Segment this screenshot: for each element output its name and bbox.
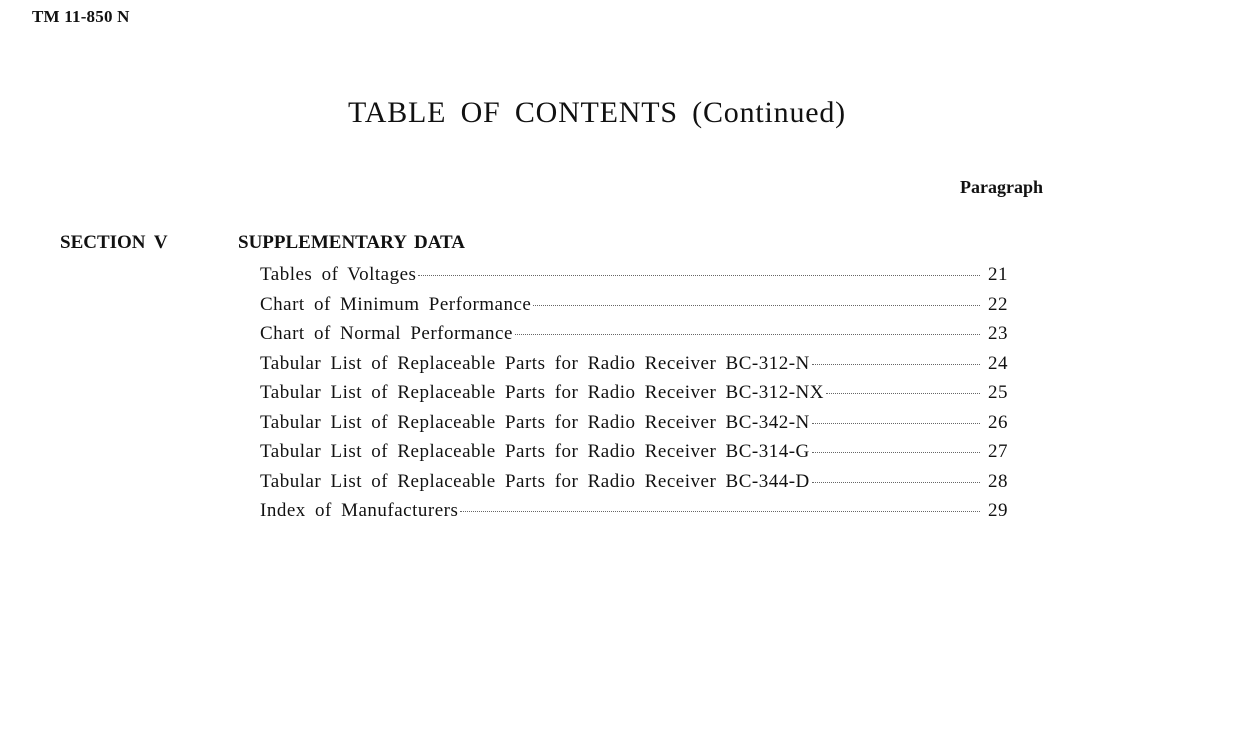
toc-entry-parts-bc-344-d[interactable] [260, 471, 1020, 501]
toc-entry-parts-bc-312-nx[interactable] [260, 382, 1020, 412]
dot-leader [812, 423, 980, 424]
toc-entry-title: Chart of Minimum Performance [260, 293, 532, 315]
dot-leader [460, 511, 980, 512]
toc-entry-paragraph: 25 [988, 382, 1008, 403]
toc-entry-paragraph: 27 [988, 441, 1008, 462]
dot-leader [515, 334, 980, 335]
toc-entry-paragraph: 24 [988, 352, 1008, 374]
toc-entry-paragraph: 22 [988, 293, 1008, 315]
toc-entry-title: Tabular List of Replaceable Parts for Radio Receiver BC-344-D [260, 470, 810, 492]
toc-entry-chart-of-minimum-performance[interactable] [260, 294, 1020, 324]
toc-entry-title: Tabular List of Replaceable Parts for Radio Receiver BC-312-N [260, 352, 810, 374]
toc-entry-tables-of-voltages[interactable] [260, 264, 1020, 294]
toc-entry-title: Tables of Voltages [260, 264, 417, 285]
toc-entry-paragraph: 26 [988, 411, 1008, 433]
dot-leader [812, 452, 980, 453]
paragraph-column-header: Paragraph [960, 177, 1043, 197]
dot-leader [533, 305, 980, 306]
toc-entry-index-of-manufacturers[interactable] [260, 500, 1020, 530]
toc-entry-paragraph: 23 [988, 323, 1008, 344]
document-id: TM 11-850 N [32, 7, 130, 26]
toc-entry-title: Tabular List of Replaceable Parts for Radio Receiver BC-342-N [260, 411, 810, 433]
dot-leader [418, 275, 980, 276]
toc-entry-parts-bc-342-n[interactable] [260, 412, 1020, 442]
toc-entry-parts-bc-312-n[interactable] [260, 353, 1020, 383]
toc-list [260, 264, 1020, 530]
toc-entry-paragraph: 28 [988, 470, 1008, 492]
section-title: SUPPLEMENTARY DATA [238, 232, 465, 253]
page-title: TABLE OF CONTENTS (Continued) [348, 96, 846, 129]
dot-leader [826, 393, 980, 394]
toc-entry-paragraph: 21 [988, 264, 1008, 285]
dot-leader [812, 482, 980, 483]
toc-entry-title: Index of Manufacturers [260, 500, 459, 521]
toc-entry-paragraph: 29 [988, 500, 1008, 521]
section-label: SECTION V [60, 232, 168, 253]
toc-entry-title: Tabular List of Replaceable Parts for Radio Receiver BC-312-NX [260, 382, 824, 403]
dot-leader [812, 364, 980, 365]
toc-entry-title: Chart of Normal Performance [260, 323, 513, 344]
toc-entry-parts-bc-314-g[interactable] [260, 441, 1020, 471]
toc-entry-chart-of-normal-performance[interactable] [260, 323, 1020, 353]
toc-entry-title: Tabular List of Replaceable Parts for Radio Receiver BC-314-G [260, 441, 810, 462]
